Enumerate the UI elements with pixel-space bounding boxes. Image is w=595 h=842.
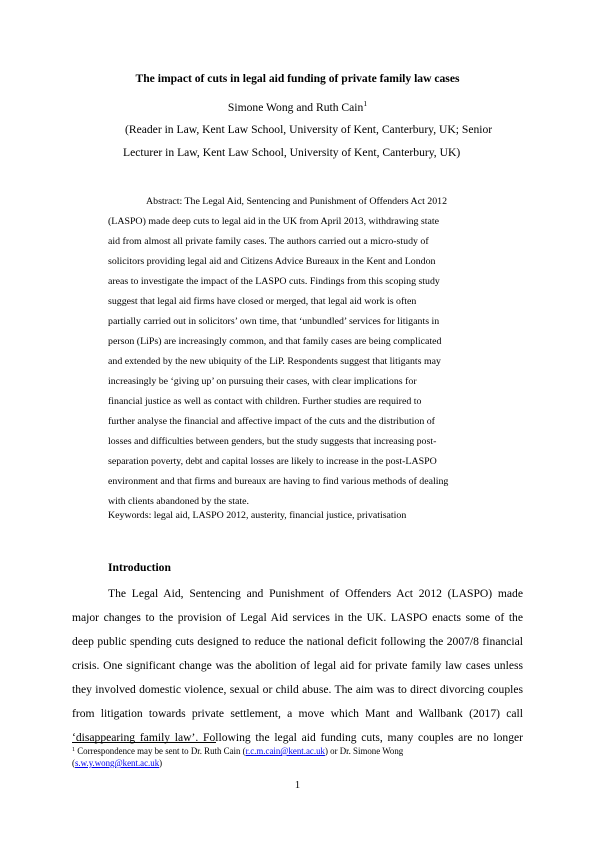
abstract-line: further analyse the financial and affective impact of the cuts and the distribution of [108, 416, 435, 427]
abstract-line: partially carried out in solicitors’ own time, that ‘unbundled’ services for litigants in [108, 316, 440, 327]
abstract-line: separation poverty, debt and capital losses are likely to increase in the post-LASPO [108, 456, 437, 467]
section-heading: Introduction [108, 561, 171, 574]
footnote-rule [72, 742, 216, 743]
abstract-line: with clients abandoned by the state. [108, 496, 249, 507]
author-names: Simone Wong and Ruth Cain [227, 101, 364, 114]
keywords: Keywords: legal aid, LASPO 2012, austerity, financial justice, privatisation [108, 510, 407, 521]
affiliation-line-2: Lecturer in Law, Kent Law School, University of Kent, Canterbury, UK) [123, 146, 461, 159]
email-link-wong[interactable]: s.w.y.wong@kent.ac.uk [74, 758, 160, 768]
body-line: The Legal Aid, Sentencing and Punishment of Offenders Act 2012 (LASPO) made [108, 587, 523, 600]
body-line: they involved domestic violence, sexual or child abuse. The aim was to direct divorcing couples [72, 683, 523, 696]
abstract-line: aid from almost all private family cases. The authors carried out a micro-study of [108, 236, 429, 247]
abstract-line: areas to investigate the impact of the LASPO cuts. Findings from this scoping study [108, 276, 440, 287]
page-number: 1 [294, 780, 301, 791]
footnote-paren: ( [72, 758, 75, 768]
body-line: major changes to the provision of Legal Aid services in the UK. LASPO enacts some of the [72, 611, 523, 624]
paper-title: The impact of cuts in legal aid funding of private family law cases [135, 72, 460, 85]
footnote-line-1 [72, 746, 403, 756]
abstract-line: Abstract: The Legal Aid, Sentencing and Punishment of Offenders Act 2012 [146, 196, 448, 207]
abstract-line: and extended by the new ubiquity of the LiP. Respondents suggest that litigants may [108, 356, 441, 367]
abstract-line: financial justice as well as contact with children. Further studies are required to [108, 396, 422, 407]
abstract-line: suggest that legal aid firms have closed or merged, that legal aid work is often [108, 296, 417, 307]
body-line: crisis. One significant change was the abolition of legal aid for private family law cases unless [72, 659, 523, 672]
footnote-text: ) or Dr. Simone Wong [324, 746, 404, 756]
footnote-text: Correspondence may be sent to Dr. Ruth Cain ( [75, 746, 246, 756]
author-footnote-mark: 1 [363, 99, 368, 108]
footnote-paren: ) [159, 758, 163, 768]
abstract-line: solicitors providing legal aid and Citizens Advice Bureaux in the Kent and London [108, 256, 436, 267]
abstract-line: increasingly be ‘giving up’ on pursuing their cases, with clear implications for [108, 376, 417, 387]
author-line [0, 99, 595, 114]
body-line: deep public spending cuts designed to reduce the national deficit following the 2007/8 financial [72, 635, 523, 648]
abstract-line: environment and that firms and bureaux are having to find various methods of dealing [108, 476, 449, 487]
abstract-line: (LASPO) made deep cuts to legal aid in the UK from April 2013, withdrawing state [108, 216, 440, 227]
abstract-line: losses and difficulties between genders, but the study suggests that increasing post- [108, 436, 437, 447]
body-line: from litigation towards private settlement, a move which Mant and Wallbank (2017) call [72, 707, 523, 720]
affiliation-line-1: (Reader in Law, Kent Law School, University of Kent, Canterbury, UK; Senior [125, 123, 493, 136]
body-line: ‘disappearing family law’. Following the legal aid funding cuts, many couples are no longer [72, 731, 523, 744]
email-link-cain[interactable]: r.c.m.cain@kent.ac.uk [245, 746, 325, 756]
footnote-line-2 [72, 758, 162, 768]
footnote-mark: 1 [72, 747, 75, 753]
abstract-line: person (LiPs) are increasingly common, and that family cases are being complicated [108, 336, 442, 347]
